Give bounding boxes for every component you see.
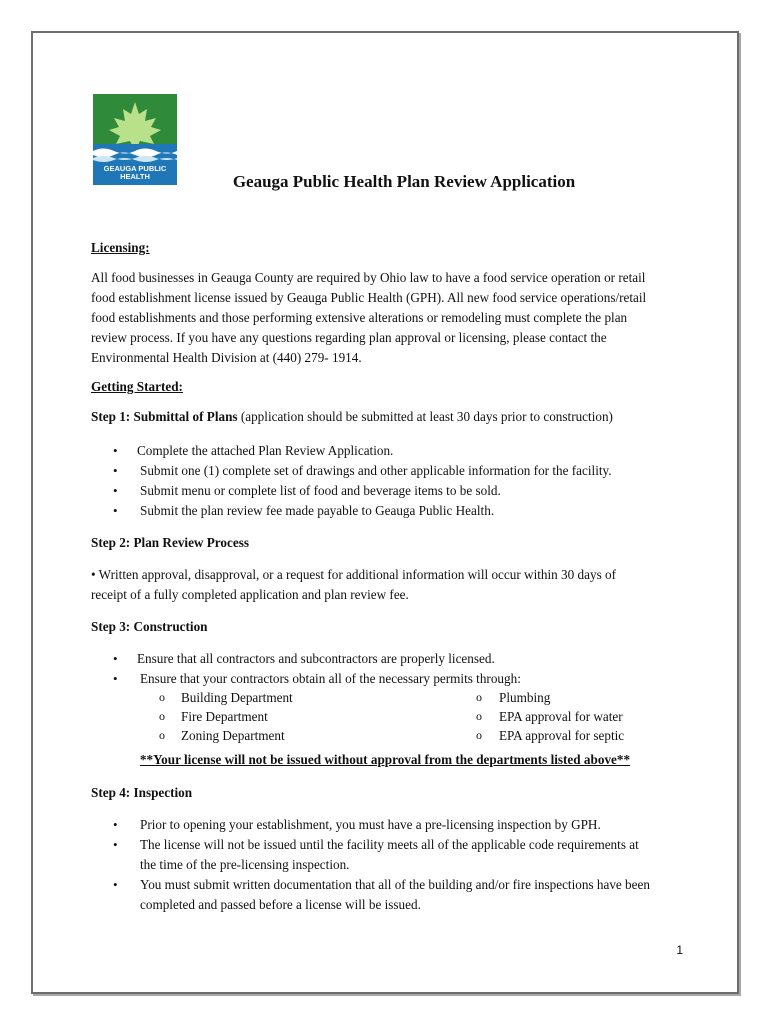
svg-text:HEALTH: HEALTH (120, 172, 150, 181)
list-item-continuation: the time of the pre-licensing inspection. (140, 857, 350, 872)
licensing-line: food establishment license issued by Geauga Public Health (GPH). All new food service operations/retail (91, 290, 647, 305)
step2-paragraph (91, 565, 691, 605)
getting-started-heading: Getting Started: (91, 379, 183, 394)
licensing-paragraph (91, 268, 691, 368)
step1-note: (application should be submitted at least 30 days prior to construction) (237, 409, 613, 424)
circle-bullet-icon: o (476, 690, 482, 704)
permit-item: Fire Department (181, 709, 268, 724)
step1-line (91, 407, 613, 427)
permits-list (33, 688, 733, 746)
circle-bullet-icon: o (159, 690, 165, 704)
list-item: Ensure that your contractors obtain all of the necessary permits through: (140, 671, 521, 686)
step4-bullet-list (33, 815, 733, 925)
page-title: Geauga Public Health Plan Review Application (232, 172, 576, 191)
permit-item: EPA approval for water (499, 709, 623, 724)
bullet-icon: • (113, 817, 118, 832)
list-item: Complete the attached Plan Review Application. (137, 443, 394, 458)
step3-bullet-list (33, 649, 733, 689)
license-warning: **Your license will not be issued without approval from the departments listed above** (139, 752, 631, 767)
circle-bullet-icon: o (159, 709, 165, 723)
step1-bullet-list (33, 441, 733, 521)
list-item: You must submit written documentation that all of the building and/or fire inspections have been (140, 877, 650, 892)
bullet-icon: • (113, 503, 118, 518)
step2-line: • Written approval, disapproval, or a request for additional information will occur within 30 days of (91, 567, 616, 582)
permit-item: EPA approval for septic (499, 728, 625, 743)
permit-item: Building Department (181, 690, 293, 705)
list-item: Ensure that all contractors and subcontractors are properly licensed. (137, 651, 495, 666)
licensing-heading: Licensing: (91, 240, 150, 255)
list-item: Submit the plan review fee made payable to Geauga Public Health. (140, 503, 495, 518)
list-item: Submit one (1) complete set of drawings and other applicable information for the facility. (140, 463, 612, 478)
bullet-icon: • (113, 463, 118, 478)
bullet-icon: • (113, 877, 118, 892)
bullet-icon: • (113, 443, 118, 458)
document-page (31, 31, 739, 994)
bullet-icon: • (113, 671, 118, 686)
step3-heading: Step 3: Construction (91, 619, 208, 634)
step1-heading: Step 1: Submittal of Plans (91, 409, 238, 424)
bullet-icon: • (113, 837, 118, 852)
circle-bullet-icon: o (476, 709, 482, 723)
step4-heading: Step 4: Inspection (91, 785, 193, 800)
licensing-line: review process. If you have any questions regarding plan approval or licensing, please contact the (91, 330, 607, 345)
circle-bullet-icon: o (476, 728, 482, 742)
circle-bullet-icon: o (159, 728, 165, 742)
list-item: Submit menu or complete list of food and beverage items to be sold. (140, 483, 501, 498)
svg-text:GEAUGA PUBLIC: GEAUGA PUBLIC (103, 164, 167, 173)
licensing-line: All food businesses in Geauga County are required by Ohio law to have a food service operation or retail (91, 270, 646, 285)
step2-line: receipt of a fully completed application and plan review fee. (91, 587, 409, 602)
step2-heading: Step 2: Plan Review Process (91, 535, 249, 550)
list-item-continuation: completed and passed before a license will be issued. (140, 897, 421, 912)
bullet-icon: • (113, 651, 118, 666)
page-number: 1 (676, 943, 683, 957)
permit-item: Zoning Department (181, 728, 285, 743)
list-item: The license will not be issued until the facility meets all of the applicable code requirements at (140, 837, 639, 852)
list-item: Prior to opening your establishment, you must have a pre-licensing inspection by GPH. (140, 817, 601, 832)
bullet-icon: • (113, 483, 118, 498)
permit-item: Plumbing (499, 690, 551, 705)
licensing-line: food establishments and those performing extensive alterations or remodeling must complete the plan (91, 310, 628, 325)
licensing-line: Environmental Health Division at (440) 279- 1914. (91, 350, 362, 365)
